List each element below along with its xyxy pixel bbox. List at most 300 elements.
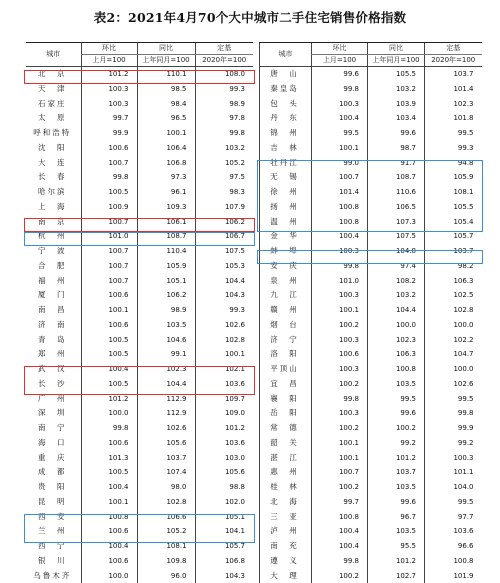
fixed-value: 98.8 bbox=[195, 480, 253, 495]
yoy-value: 106.6 bbox=[137, 510, 195, 525]
table-row bbox=[260, 156, 482, 171]
city-name: 牡丹江 bbox=[260, 156, 312, 171]
table-row bbox=[26, 170, 253, 185]
yoy-value: 102.7 bbox=[368, 569, 425, 583]
fixed-value: 107.5 bbox=[195, 244, 253, 259]
fixed-value: 98.3 bbox=[195, 185, 253, 200]
fixed-value: 101.1 bbox=[425, 465, 482, 480]
fixed-value: 105.2 bbox=[195, 156, 253, 171]
city-name: 襄 阳 bbox=[260, 392, 312, 407]
yoy-value: 99.5 bbox=[368, 392, 425, 407]
yoy-value: 109.3 bbox=[137, 200, 195, 215]
table-row bbox=[260, 480, 482, 495]
fixed-subheader: 2020年=100 bbox=[195, 55, 253, 67]
city-name: 扬 州 bbox=[260, 200, 312, 215]
city-name: 无 锡 bbox=[260, 170, 312, 185]
yoy-value: 107.4 bbox=[137, 465, 195, 480]
table-row bbox=[260, 244, 482, 259]
city-name: 深 圳 bbox=[26, 406, 81, 421]
table-row bbox=[26, 333, 253, 348]
city-name: 泸 州 bbox=[260, 524, 312, 539]
mom-value: 100.7 bbox=[81, 215, 137, 230]
table-row bbox=[260, 288, 482, 303]
city-name: 南 充 bbox=[260, 539, 312, 554]
yoy-value: 103.2 bbox=[368, 82, 425, 97]
mom-value: 100.6 bbox=[81, 318, 137, 333]
fixed-value: 107.9 bbox=[195, 200, 253, 215]
yoy-value: 97.4 bbox=[368, 259, 425, 274]
table-row bbox=[26, 67, 253, 82]
fixed-value: 99.5 bbox=[425, 126, 482, 141]
city-name: 金 华 bbox=[260, 229, 312, 244]
table-row bbox=[26, 539, 253, 554]
fixed-value: 104.3 bbox=[195, 569, 253, 583]
city-name: 常 德 bbox=[260, 421, 312, 436]
fixed-value: 99.5 bbox=[425, 392, 482, 407]
city-name: 南 京 bbox=[26, 215, 81, 230]
city-name: 秦皇岛 bbox=[260, 82, 312, 97]
table-row bbox=[26, 524, 253, 539]
yoy-value: 96.1 bbox=[137, 185, 195, 200]
mom-value: 100.2 bbox=[312, 318, 368, 333]
table-row bbox=[260, 406, 482, 421]
fixed-value: 106.7 bbox=[195, 229, 253, 244]
table-row bbox=[26, 495, 253, 510]
fixed-value: 99.9 bbox=[425, 421, 482, 436]
yoy-value: 103.5 bbox=[368, 524, 425, 539]
yoy-value: 98.4 bbox=[137, 97, 195, 112]
yoy-value: 102.3 bbox=[368, 333, 425, 348]
fixed-value: 109.0 bbox=[195, 406, 253, 421]
table-row bbox=[260, 111, 482, 126]
mom-value: 100.6 bbox=[81, 288, 137, 303]
table-row bbox=[260, 510, 482, 525]
mom-value: 99.9 bbox=[81, 126, 137, 141]
mom-value: 100.5 bbox=[81, 185, 137, 200]
mom-value: 100.7 bbox=[312, 465, 368, 480]
yoy-value: 103.7 bbox=[368, 465, 425, 480]
mom-subheader: 上月=100 bbox=[312, 55, 368, 67]
mom-column-header: 环比 bbox=[312, 43, 368, 55]
fixed-subheader: 2020年=100 bbox=[425, 55, 482, 67]
fixed-value: 102.2 bbox=[425, 333, 482, 348]
table-row bbox=[26, 347, 253, 362]
mom-value: 100.0 bbox=[81, 569, 137, 583]
city-name: 福 州 bbox=[26, 274, 81, 289]
fixed-value: 103.2 bbox=[195, 141, 253, 156]
yoy-subheader: 上年同月=100 bbox=[368, 55, 425, 67]
fixed-value: 105.7 bbox=[425, 229, 482, 244]
fixed-value: 101.2 bbox=[195, 421, 253, 436]
table-row bbox=[26, 392, 253, 407]
table-row bbox=[26, 465, 253, 480]
mom-value: 100.8 bbox=[312, 200, 368, 215]
table-row bbox=[260, 333, 482, 348]
table-row bbox=[26, 554, 253, 569]
fixed-value: 104.0 bbox=[425, 480, 482, 495]
city-name: 杭 州 bbox=[26, 229, 81, 244]
city-name: 遵 义 bbox=[260, 554, 312, 569]
yoy-value: 102.6 bbox=[137, 421, 195, 436]
mom-value: 100.4 bbox=[312, 111, 368, 126]
city-name: 北 海 bbox=[260, 495, 312, 510]
table-row bbox=[260, 436, 482, 451]
city-name: 三 亚 bbox=[260, 510, 312, 525]
table-row bbox=[260, 362, 482, 377]
fixed-value: 102.8 bbox=[425, 303, 482, 318]
yoy-value: 103.2 bbox=[368, 288, 425, 303]
mom-value: 100.1 bbox=[312, 436, 368, 451]
table-row bbox=[26, 274, 253, 289]
table-row bbox=[260, 229, 482, 244]
yoy-value: 108.2 bbox=[368, 274, 425, 289]
table-row bbox=[26, 421, 253, 436]
fixed-value: 105.1 bbox=[195, 510, 253, 525]
fixed-value: 104.4 bbox=[195, 274, 253, 289]
mom-value: 100.3 bbox=[81, 82, 137, 97]
mom-subheader: 上月=100 bbox=[81, 55, 137, 67]
fixed-value: 99.3 bbox=[425, 141, 482, 156]
fixed-value: 108.0 bbox=[195, 67, 253, 82]
fixed-value: 100.0 bbox=[425, 318, 482, 333]
city-name: 锦 州 bbox=[260, 126, 312, 141]
yoy-value: 103.5 bbox=[368, 480, 425, 495]
yoy-value: 106.8 bbox=[137, 156, 195, 171]
yoy-value: 104.4 bbox=[137, 377, 195, 392]
fixed-value: 104.7 bbox=[425, 347, 482, 362]
city-column-header: 城市 bbox=[260, 43, 312, 67]
mom-value: 100.6 bbox=[81, 436, 137, 451]
mom-value: 100.3 bbox=[81, 97, 137, 112]
fixed-value: 104.3 bbox=[195, 288, 253, 303]
fixed-value: 102.3 bbox=[425, 97, 482, 112]
city-name: 宜 昌 bbox=[260, 377, 312, 392]
fixed-value: 101.8 bbox=[425, 111, 482, 126]
city-name: 郑 州 bbox=[26, 347, 81, 362]
fixed-value: 99.3 bbox=[195, 82, 253, 97]
fixed-value: 105.6 bbox=[195, 465, 253, 480]
fixed-value: 99.8 bbox=[195, 126, 253, 141]
fixed-value: 102.0 bbox=[195, 495, 253, 510]
table-row bbox=[26, 569, 253, 583]
yoy-value: 104.8 bbox=[368, 244, 425, 259]
city-name: 石家庄 bbox=[26, 97, 81, 112]
fixed-value: 103.6 bbox=[425, 524, 482, 539]
mom-value: 100.8 bbox=[81, 510, 137, 525]
city-name: 北 京 bbox=[26, 67, 81, 82]
fixed-value: 102.6 bbox=[195, 318, 253, 333]
mom-value: 99.0 bbox=[312, 156, 368, 171]
city-name: 兰 州 bbox=[26, 524, 81, 539]
yoy-value: 100.1 bbox=[137, 126, 195, 141]
mom-value: 100.3 bbox=[312, 244, 368, 259]
mom-value: 100.7 bbox=[81, 259, 137, 274]
table-row bbox=[260, 200, 482, 215]
city-name: 海 口 bbox=[26, 436, 81, 451]
city-name: 西 宁 bbox=[26, 539, 81, 554]
table-row bbox=[260, 141, 482, 156]
table-title: 表2：2021年4月70个大中城市二手住宅销售价格指数 bbox=[0, 8, 500, 26]
table-row bbox=[260, 215, 482, 230]
yoy-value: 104.4 bbox=[368, 303, 425, 318]
yoy-value: 96.7 bbox=[368, 510, 425, 525]
yoy-value: 99.1 bbox=[137, 347, 195, 362]
fixed-value: 99.5 bbox=[425, 495, 482, 510]
mom-value: 100.5 bbox=[81, 377, 137, 392]
table-row bbox=[26, 215, 253, 230]
city-name: 呼和浩特 bbox=[26, 126, 81, 141]
city-name: 太 原 bbox=[26, 111, 81, 126]
mom-value: 100.4 bbox=[312, 524, 368, 539]
mom-value: 101.2 bbox=[81, 67, 137, 82]
city-name: 岳 阳 bbox=[260, 406, 312, 421]
fixed-value: 108.1 bbox=[425, 185, 482, 200]
fixed-value: 104.1 bbox=[195, 524, 253, 539]
fixed-value: 103.0 bbox=[195, 451, 253, 466]
city-name: 赣 州 bbox=[260, 303, 312, 318]
table-row bbox=[26, 200, 253, 215]
city-name: 吉 林 bbox=[260, 141, 312, 156]
table-row bbox=[260, 185, 482, 200]
fixed-value: 100.8 bbox=[425, 554, 482, 569]
city-name: 丹 东 bbox=[260, 111, 312, 126]
table-row bbox=[26, 97, 253, 112]
yoy-value: 106.4 bbox=[137, 141, 195, 156]
mom-value: 100.3 bbox=[312, 362, 368, 377]
table-row bbox=[260, 524, 482, 539]
fixed-value: 105.5 bbox=[425, 200, 482, 215]
yoy-value: 99.6 bbox=[368, 495, 425, 510]
city-name: 南 昌 bbox=[26, 303, 81, 318]
yoy-value: 110.4 bbox=[137, 244, 195, 259]
fixed-value: 98.9 bbox=[195, 97, 253, 112]
mom-value: 100.3 bbox=[312, 406, 368, 421]
mom-value: 100.8 bbox=[312, 215, 368, 230]
table-row bbox=[260, 82, 482, 97]
table-row bbox=[26, 185, 253, 200]
fixed-value: 101.9 bbox=[425, 569, 482, 583]
table-row bbox=[260, 67, 482, 82]
yoy-value: 103.5 bbox=[368, 377, 425, 392]
city-name: 宁 波 bbox=[26, 244, 81, 259]
mom-value: 100.4 bbox=[312, 539, 368, 554]
yoy-column-header: 同比 bbox=[137, 43, 195, 55]
yoy-value: 105.2 bbox=[137, 524, 195, 539]
table-row bbox=[26, 229, 253, 244]
table-row bbox=[26, 288, 253, 303]
fixed-column-header: 定基 bbox=[425, 43, 482, 55]
fixed-value: 103.6 bbox=[195, 436, 253, 451]
fixed-value: 102.1 bbox=[195, 362, 253, 377]
yoy-value: 112.9 bbox=[137, 406, 195, 421]
yoy-value: 101.2 bbox=[368, 451, 425, 466]
fixed-value: 102.5 bbox=[425, 288, 482, 303]
yoy-value: 106.5 bbox=[368, 200, 425, 215]
fixed-value: 98.2 bbox=[425, 259, 482, 274]
mom-value: 99.5 bbox=[312, 126, 368, 141]
city-name: 上 海 bbox=[26, 200, 81, 215]
table-row bbox=[26, 156, 253, 171]
yoy-value: 96.0 bbox=[137, 569, 195, 583]
table-row bbox=[260, 465, 482, 480]
yoy-value: 112.9 bbox=[137, 392, 195, 407]
fixed-column-header: 定基 bbox=[195, 43, 253, 55]
mom-value: 100.7 bbox=[312, 170, 368, 185]
mom-value: 99.8 bbox=[81, 421, 137, 436]
yoy-value: 102.8 bbox=[137, 495, 195, 510]
table-row bbox=[260, 347, 482, 362]
city-name: 天 津 bbox=[26, 82, 81, 97]
city-column-header: 城市 bbox=[26, 43, 81, 67]
yoy-value: 107.5 bbox=[368, 229, 425, 244]
mom-value: 100.6 bbox=[312, 347, 368, 362]
table-row bbox=[260, 495, 482, 510]
yoy-value: 106.3 bbox=[368, 347, 425, 362]
yoy-value: 107.3 bbox=[368, 215, 425, 230]
table-row bbox=[26, 480, 253, 495]
mom-value: 101.0 bbox=[81, 229, 137, 244]
table-row bbox=[26, 436, 253, 451]
yoy-value: 109.8 bbox=[137, 554, 195, 569]
fixed-value: 97.7 bbox=[425, 510, 482, 525]
yoy-value: 103.7 bbox=[137, 451, 195, 466]
mom-value: 100.2 bbox=[312, 480, 368, 495]
yoy-value: 110.6 bbox=[368, 185, 425, 200]
mom-value: 100.1 bbox=[81, 495, 137, 510]
table-row bbox=[26, 451, 253, 466]
mom-value: 100.1 bbox=[312, 451, 368, 466]
fixed-value: 100.1 bbox=[195, 347, 253, 362]
city-name: 温 州 bbox=[260, 215, 312, 230]
city-name: 洛 阳 bbox=[260, 347, 312, 362]
mom-value: 99.7 bbox=[312, 495, 368, 510]
city-name: 重 庆 bbox=[26, 451, 81, 466]
mom-value: 101.4 bbox=[312, 185, 368, 200]
yoy-value: 101.2 bbox=[368, 554, 425, 569]
fixed-value: 97.5 bbox=[195, 170, 253, 185]
yoy-value: 98.5 bbox=[137, 82, 195, 97]
fixed-value: 99.3 bbox=[195, 303, 253, 318]
table-row bbox=[260, 451, 482, 466]
city-name: 合 肥 bbox=[26, 259, 81, 274]
table-row bbox=[26, 318, 253, 333]
table-row bbox=[260, 569, 482, 583]
fixed-value: 97.8 bbox=[195, 111, 253, 126]
table-row bbox=[26, 362, 253, 377]
mom-value: 100.6 bbox=[81, 524, 137, 539]
table-row bbox=[260, 421, 482, 436]
mom-value: 100.6 bbox=[81, 554, 137, 569]
city-name: 大 理 bbox=[260, 569, 312, 583]
yoy-value: 105.9 bbox=[137, 259, 195, 274]
table-row bbox=[26, 244, 253, 259]
mom-value: 100.5 bbox=[81, 333, 137, 348]
fixed-value: 103.7 bbox=[425, 67, 482, 82]
fixed-value: 100.0 bbox=[425, 362, 482, 377]
city-name: 广 州 bbox=[26, 392, 81, 407]
city-name: 桂 林 bbox=[260, 480, 312, 495]
table-row bbox=[26, 406, 253, 421]
mom-value: 99.8 bbox=[312, 554, 368, 569]
table-row bbox=[260, 126, 482, 141]
city-name: 昆 明 bbox=[26, 495, 81, 510]
fixed-value: 105.7 bbox=[195, 539, 253, 554]
mom-value: 101.2 bbox=[81, 392, 137, 407]
table-row bbox=[26, 377, 253, 392]
city-name: 哈尔滨 bbox=[26, 185, 81, 200]
table-row bbox=[26, 259, 253, 274]
fixed-value: 102.8 bbox=[195, 333, 253, 348]
city-name: 南 宁 bbox=[26, 421, 81, 436]
fixed-value: 106.2 bbox=[195, 215, 253, 230]
table-row bbox=[260, 554, 482, 569]
yoy-value: 97.3 bbox=[137, 170, 195, 185]
table-row bbox=[260, 259, 482, 274]
city-name: 安 庆 bbox=[260, 259, 312, 274]
table-row bbox=[260, 318, 482, 333]
yoy-value: 99.6 bbox=[368, 126, 425, 141]
city-name: 沈 阳 bbox=[26, 141, 81, 156]
fixed-value: 99.8 bbox=[425, 406, 482, 421]
mom-column-header: 环比 bbox=[81, 43, 137, 55]
table-row bbox=[260, 392, 482, 407]
yoy-value: 98.7 bbox=[368, 141, 425, 156]
yoy-value: 102.3 bbox=[137, 362, 195, 377]
table-row bbox=[26, 510, 253, 525]
city-name: 成 都 bbox=[26, 465, 81, 480]
fixed-value: 105.3 bbox=[195, 259, 253, 274]
yoy-value: 103.5 bbox=[137, 318, 195, 333]
city-name: 九 江 bbox=[260, 288, 312, 303]
city-name: 包 头 bbox=[260, 97, 312, 112]
city-name: 蚌 埠 bbox=[260, 244, 312, 259]
fixed-value: 96.6 bbox=[425, 539, 482, 554]
fixed-value: 100.3 bbox=[425, 451, 482, 466]
table-row bbox=[26, 141, 253, 156]
city-name: 长 沙 bbox=[26, 377, 81, 392]
fixed-value: 105.4 bbox=[425, 215, 482, 230]
city-name: 厦 门 bbox=[26, 288, 81, 303]
yoy-value: 108.1 bbox=[137, 539, 195, 554]
yoy-value: 100.0 bbox=[368, 318, 425, 333]
mom-value: 100.9 bbox=[81, 200, 137, 215]
mom-value: 100.5 bbox=[81, 347, 137, 362]
mom-value: 101.3 bbox=[81, 451, 137, 466]
mom-value: 100.2 bbox=[312, 569, 368, 583]
table-row bbox=[26, 126, 253, 141]
mom-value: 99.8 bbox=[81, 170, 137, 185]
yoy-value: 105.1 bbox=[137, 274, 195, 289]
city-name: 烟 台 bbox=[260, 318, 312, 333]
city-name: 济 南 bbox=[26, 318, 81, 333]
mom-value: 100.3 bbox=[312, 288, 368, 303]
yoy-value: 110.1 bbox=[137, 67, 195, 82]
table-row bbox=[260, 274, 482, 289]
table-row bbox=[260, 539, 482, 554]
yoy-column-header: 同比 bbox=[368, 43, 425, 55]
mom-value: 100.4 bbox=[81, 539, 137, 554]
mom-value: 100.2 bbox=[312, 377, 368, 392]
table-row bbox=[260, 377, 482, 392]
fixed-value: 106.8 bbox=[195, 554, 253, 569]
table-row bbox=[26, 111, 253, 126]
city-name: 青 岛 bbox=[26, 333, 81, 348]
city-name: 惠 州 bbox=[260, 465, 312, 480]
fixed-value: 109.7 bbox=[195, 392, 253, 407]
mom-value: 100.3 bbox=[312, 333, 368, 348]
mom-value: 100.3 bbox=[312, 97, 368, 112]
mom-value: 101.0 bbox=[312, 274, 368, 289]
